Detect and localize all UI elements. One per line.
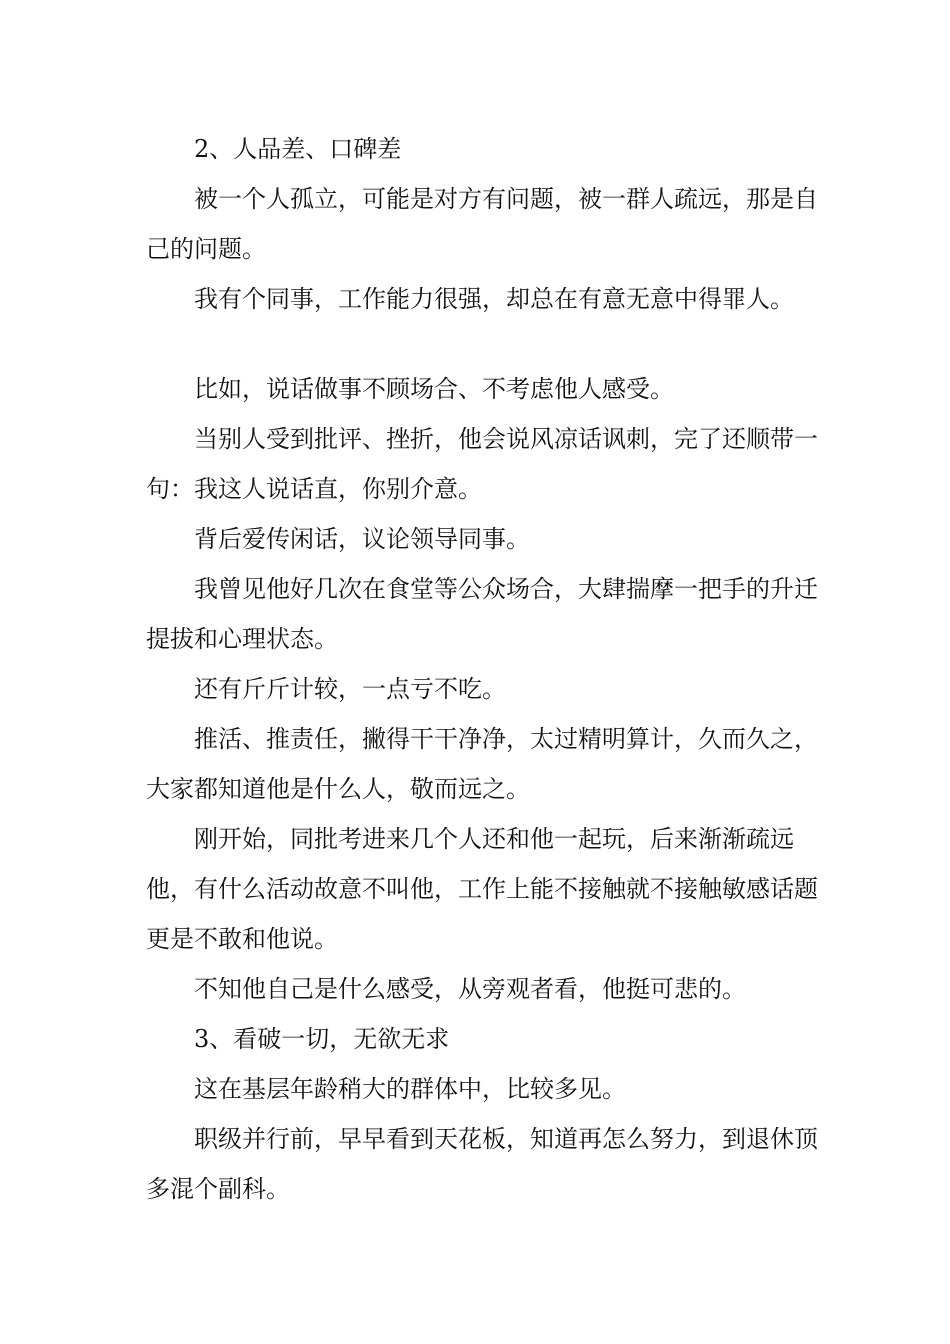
paragraph: 当别人受到批评、挫折，他会说风凉话讽刺，完了还顺带一句：我这人说话直，你别介意。 bbox=[146, 425, 818, 503]
section-heading-2: 2、人品差、口碑差 bbox=[194, 135, 402, 163]
paragraph: 背后爱传闲话，议论领导同事。 bbox=[194, 525, 530, 553]
paragraph: 职级并行前，早早看到天花板，知道再怎么努力，到退休顶多混个副科。 bbox=[146, 1125, 818, 1203]
paragraph: 推活、推责任，撇得干干净净，太过精明算计，久而久之，大家都知道他是什么人，敬而远之。 bbox=[146, 725, 818, 803]
paragraph: 我有个同事，工作能力很强，却总在有意无意中得罪人。 bbox=[194, 285, 794, 313]
paragraph: 比如，说话做事不顾场合、不考虑他人感受。 bbox=[194, 375, 674, 403]
paragraph: 这在基层年龄稍大的群体中，比较多见。 bbox=[194, 1075, 626, 1103]
section-heading-3: 3、看破一切，无欲无求 bbox=[194, 1025, 450, 1053]
paragraph: 不知他自己是什么感受，从旁观者看，他挺可悲的。 bbox=[194, 975, 746, 1003]
paragraph: 刚开始，同批考进来几个人还和他一起玩，后来渐渐疏远他，有什么活动故意不叫他，工作上能不接触就不接触敏感话题更是不敢和他说。 bbox=[146, 825, 818, 953]
paragraph: 被一个人孤立，可能是对方有问题，被一群人疏远，那是自己的问题。 bbox=[146, 185, 818, 263]
document-body bbox=[146, 124, 818, 1214]
paragraph: 还有斤斤计较，一点亏不吃。 bbox=[194, 675, 506, 703]
paragraph: 我曾见他好几次在食堂等公众场合，大肆揣摩一把手的升迁提拔和心理状态。 bbox=[146, 575, 818, 653]
